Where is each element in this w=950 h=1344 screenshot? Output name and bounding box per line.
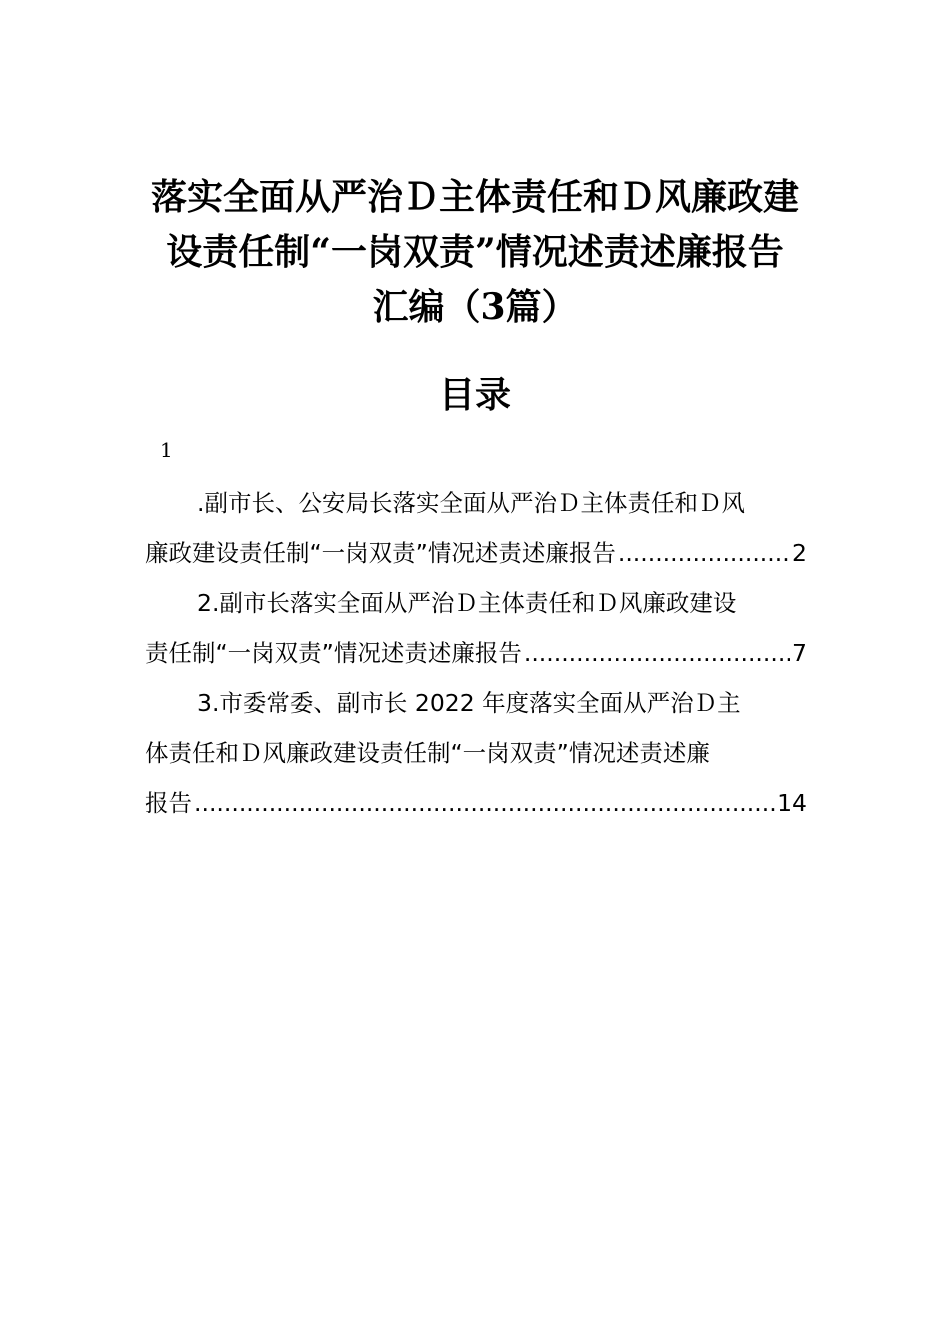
toc-entry-text-line: 体责任和Ｄ风廉政建设责任制“一岗双责”情况述责述廉 xyxy=(145,739,710,767)
dot-leader xyxy=(618,528,790,578)
dot-leader xyxy=(194,778,775,828)
stray-number: 1 xyxy=(160,438,173,462)
toc-entry-text-line: 2.副市长落实全面从严治Ｄ主体责任和Ｄ风廉政建设 xyxy=(197,589,737,617)
title-line-3: 汇编（3篇） xyxy=(372,286,578,328)
toc-page-number: 14 xyxy=(777,789,807,817)
toc-entry-2[interactable] xyxy=(145,578,807,678)
toc-page-number: 7 xyxy=(792,639,807,667)
dot-leader xyxy=(524,628,790,678)
toc-entry-last-line xyxy=(145,628,807,678)
toc-entry-text-line: .副市长、公安局长落实全面从严治Ｄ主体责任和Ｄ风 xyxy=(197,489,745,517)
toc-entry-last-line xyxy=(145,528,807,578)
toc-entry-text-line: 3.市委常委、副市长 2022 年度落实全面从严治Ｄ主 xyxy=(197,689,741,717)
document-title xyxy=(140,170,810,335)
toc-heading: 目录 xyxy=(438,374,511,416)
toc-entry-text-line: 报告 xyxy=(145,789,192,817)
table-of-contents xyxy=(145,478,807,828)
toc-page-number: 2 xyxy=(792,539,807,567)
toc-entry-1[interactable] xyxy=(145,478,807,578)
title-line-2: 设责任制“一岗双责”情况述责述廉报告 xyxy=(166,231,784,273)
toc-entry-3[interactable] xyxy=(145,678,807,828)
toc-entry-text-line: 责任制“一岗双责”情况述责述廉报告 xyxy=(145,639,522,667)
toc-entry-text-line: 廉政建设责任制“一岗双责”情况述责述廉报告 xyxy=(145,539,616,567)
title-line-1: 落实全面从严治Ｄ主体责任和Ｄ风廉政建 xyxy=(150,176,799,218)
toc-entry-last-line xyxy=(145,778,807,828)
